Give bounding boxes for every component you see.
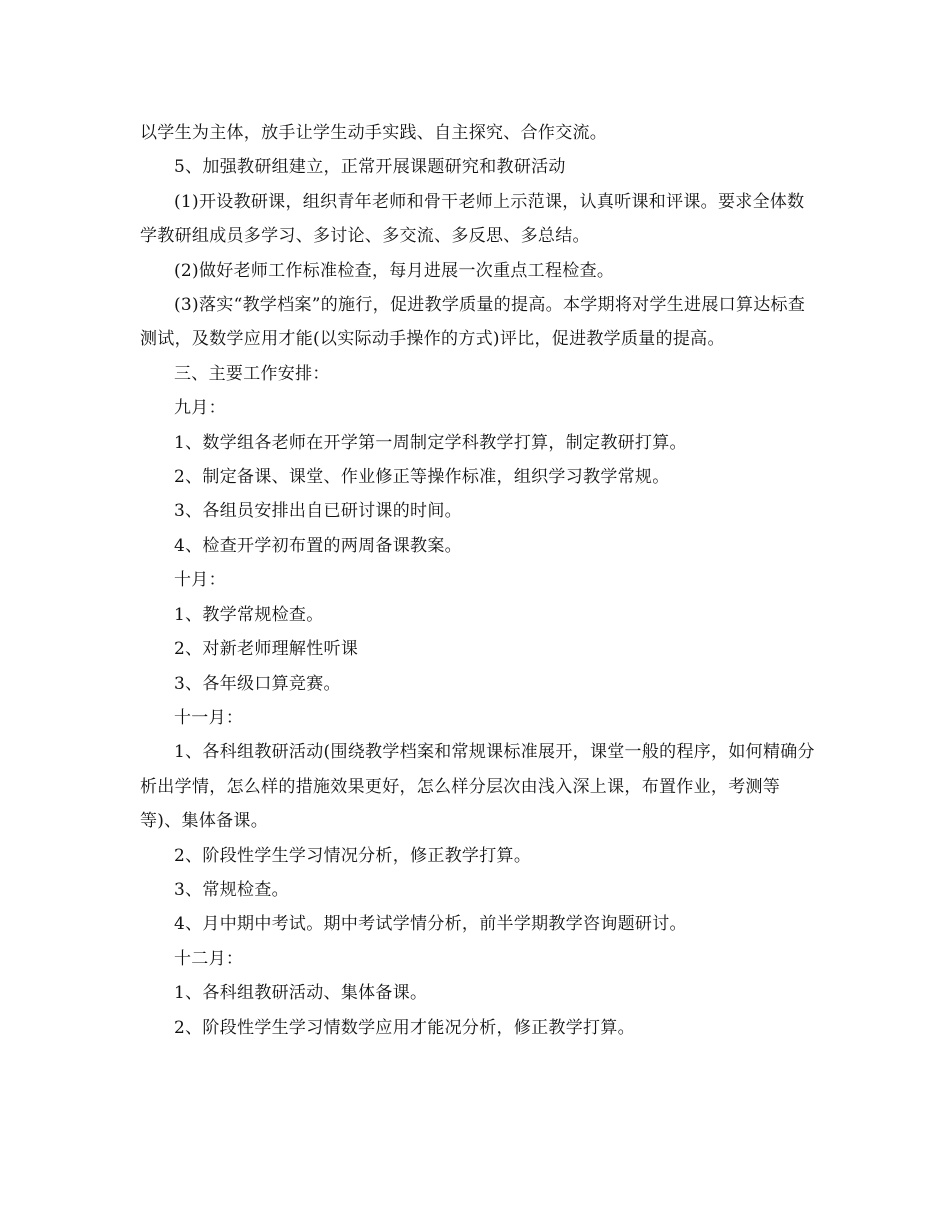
paragraph: 2、阶段性学生学习情数学应用才能况分析，修正教学打算。 [174, 1017, 635, 1038]
paragraph: 3、各年级口算竞赛。 [174, 673, 341, 694]
paragraph: 3、各组员安排出自已研讨课的时间。 [174, 501, 462, 522]
paragraph: (1)开设教研课，组织青年老师和骨干老师上示范课，认真听课和评课。要求全体数学教研组成员多学习、多讨论、多交流、多反思、多总结。 [140, 191, 805, 247]
paragraph: (2)做好老师工作标准检查，每月进展一次重点工程检查。 [174, 260, 615, 281]
paragraph: 以学生为主体，放手让学生动手实践、自主探究、合作交流。 [140, 123, 608, 143]
paragraph: 十一月： [174, 707, 244, 728]
paragraph: 2、对新老师理解性听课 [174, 639, 359, 660]
document-body [140, 116, 820, 1045]
paragraph: 三、主要工作安排： [174, 363, 330, 384]
paragraph: 1、数学组各老师在开学第一周制定学科教学打算，制定教研打算。 [174, 432, 687, 453]
paragraph: (3)落实“教学档案”的施行，促进教学质量的提高。本学期将对学生进展口算达标查测试，及数学应用才能(以实际动手操作的方式)评比，促进教学质量的提高。 [140, 295, 806, 350]
paragraph: 2、制定备课、课堂、作业修正等操作标准，组织学习教学常规。 [174, 467, 670, 488]
paragraph: 1、各科组教研活动、集体备课。 [174, 983, 428, 1004]
paragraph: 4、检查开学初布置的两周备课教案。 [174, 535, 462, 556]
paragraph: 十月： [174, 570, 226, 591]
paragraph: 3、常规检查。 [174, 879, 289, 900]
paragraph: 十二月： [174, 948, 244, 969]
paragraph: 1、教学常规检查。 [174, 604, 324, 625]
paragraph: 九月： [174, 398, 226, 419]
paragraph: 1、各科组教研活动(围绕教学档案和常规课标准展开，课堂一般的程序，如何精确分析出学情，怎么样的措施效果更好，怎么样分层次由浅入深上课，布置作业，考测等等)、集体备课。 [140, 742, 815, 832]
paragraph: 2、阶段性学生学习情况分析，修正教学打算。 [174, 845, 532, 866]
paragraph: 5、加强教研组建立，正常开展课题研究和教研活动 [174, 157, 566, 178]
paragraph: 4、月中期中考试。期中考试学情分析，前半学期教学咨询题研讨。 [174, 914, 687, 935]
